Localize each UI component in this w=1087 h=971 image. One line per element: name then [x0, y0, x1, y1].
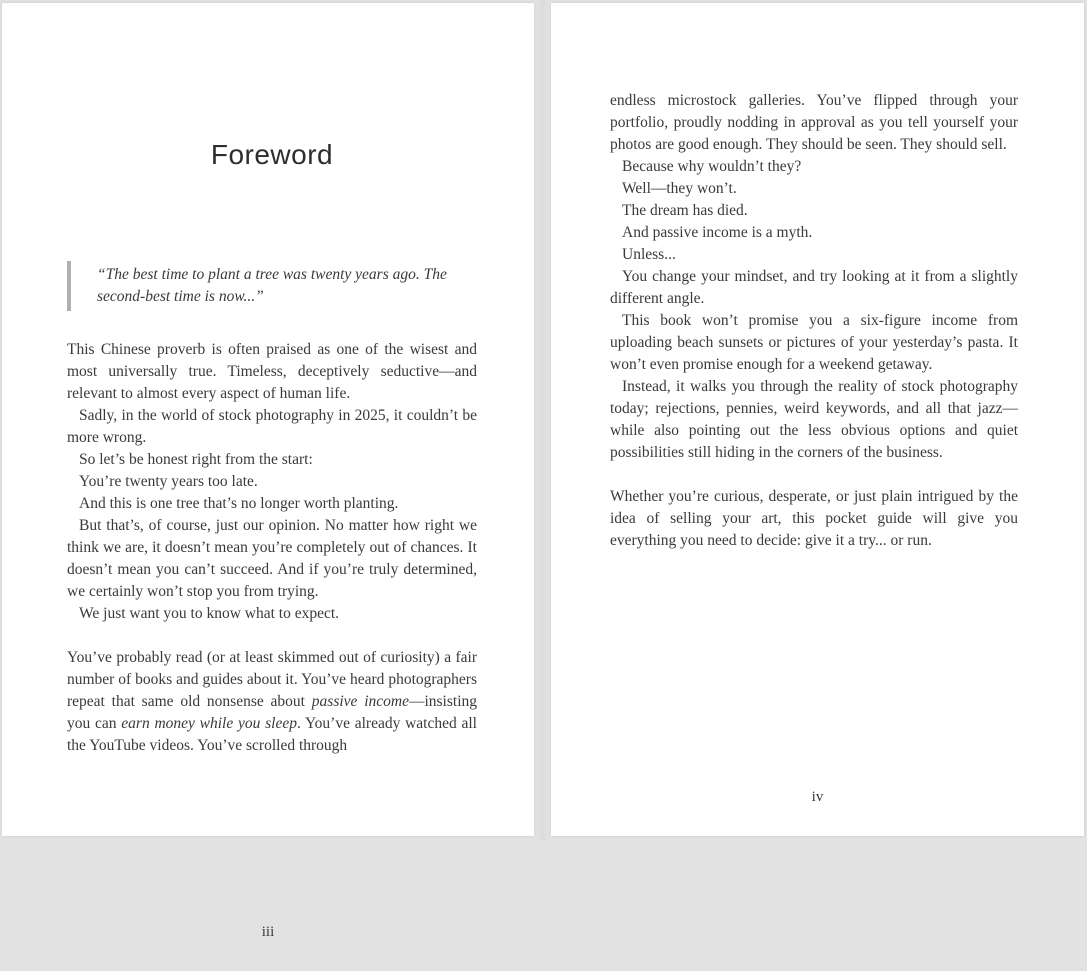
paragraph	[67, 515, 477, 603]
text-run: Well—they won’t.	[622, 180, 737, 197]
paragraph	[67, 647, 477, 757]
paragraph	[67, 493, 477, 515]
text-run: You change your mindset, and try looking at it from a slightly different angle.	[610, 268, 1018, 307]
paragraph	[610, 178, 1018, 200]
text-run: Sadly, in the world of stock photography in 2025, it couldn’t be more wrong.	[67, 407, 477, 446]
left-body-text	[67, 311, 477, 757]
right-body-text	[610, 3, 1018, 552]
paragraph	[610, 486, 1018, 552]
italic-text-run: earn money while you sleep	[121, 715, 297, 732]
right-page-content	[551, 3, 1084, 836]
text-run: But that’s, of course, just our opinion. No matter how right we think we are, it doesn’t mean you’re completely out of chances. It doesn’t mean you can’t succeed. And if you’re truly determined, we certainly won’t stop you from trying.	[67, 517, 477, 600]
page-number: iv	[811, 789, 824, 805]
paragraph	[67, 405, 477, 449]
text-run: Because why wouldn’t they?	[622, 158, 802, 175]
text-run: You’re twenty years too late.	[79, 473, 258, 490]
left-page	[2, 3, 534, 940]
page-gutter	[534, 0, 551, 841]
paragraph	[610, 200, 1018, 222]
paragraph	[610, 244, 1018, 266]
paragraph	[610, 310, 1018, 376]
text-run: The dream has died.	[622, 202, 748, 219]
paragraph	[610, 222, 1018, 244]
text-run: This book won’t promise you a six-figure income from uploading beach sunsets or pictures of your yesterday’s pasta. It won’t even promise enough for a weekend getaway.	[610, 312, 1018, 373]
text-run: . You’ve already watched all the YouTube videos. You’ve scrolled through	[67, 715, 477, 754]
text-run: We just want you to know what to expect.	[79, 605, 340, 622]
text-run: Unless...	[622, 246, 676, 263]
paragraph	[67, 471, 477, 493]
text-run: So let’s be honest right from the start:	[79, 451, 313, 468]
paragraph	[67, 449, 477, 471]
text-run: And passive income is a myth.	[622, 224, 813, 241]
text-run: You’ve probably read (or at least skimmed out of curiosity) a fair number of books and guides about it. You’ve heard photographers repeat that same old nonsense about	[67, 649, 477, 710]
text-run: Instead, it walks you through the reality of stock photography today; rejections, pennies, weird keywords, and all that jazz—while also pointing out the less obvious options and quiet possibilities still hiding in the corners of the business.	[610, 378, 1018, 461]
text-run: endless microstock galleries. You’ve flipped through your portfolio, proudly nodding in approval as you tell yourself your photos are good enough. They should be seen. They should sell.	[610, 92, 1018, 153]
text-run: —insisting you can	[67, 693, 478, 732]
paragraph	[610, 90, 1018, 156]
paragraph	[67, 339, 477, 405]
paragraph	[67, 603, 477, 625]
epigraph-quote: “The best time to plant a tree was twenty years ago. The second-best time is now...”	[67, 261, 477, 311]
paragraph	[610, 376, 1018, 464]
italic-text-run: passive income	[311, 693, 409, 710]
text-run: Whether you’re curious, desperate, or just plain intrigued by the idea of selling your art, this pocket guide will give you everything you need to decide: give it a try... or run.	[610, 488, 1018, 549]
chapter-heading: Foreword	[210, 139, 334, 170]
paragraph	[610, 266, 1018, 310]
right-page	[551, 3, 1084, 836]
paragraph	[610, 156, 1018, 178]
page-number: iii	[261, 924, 275, 940]
text-run: This Chinese proverb is often praised as one of the wisest and most universally true. Timeless, deceptively seductive—and relevant to almost every aspect of human life.	[67, 341, 477, 402]
text-run: And this is one tree that’s no longer worth planting.	[79, 495, 399, 512]
left-page-content	[2, 138, 534, 971]
